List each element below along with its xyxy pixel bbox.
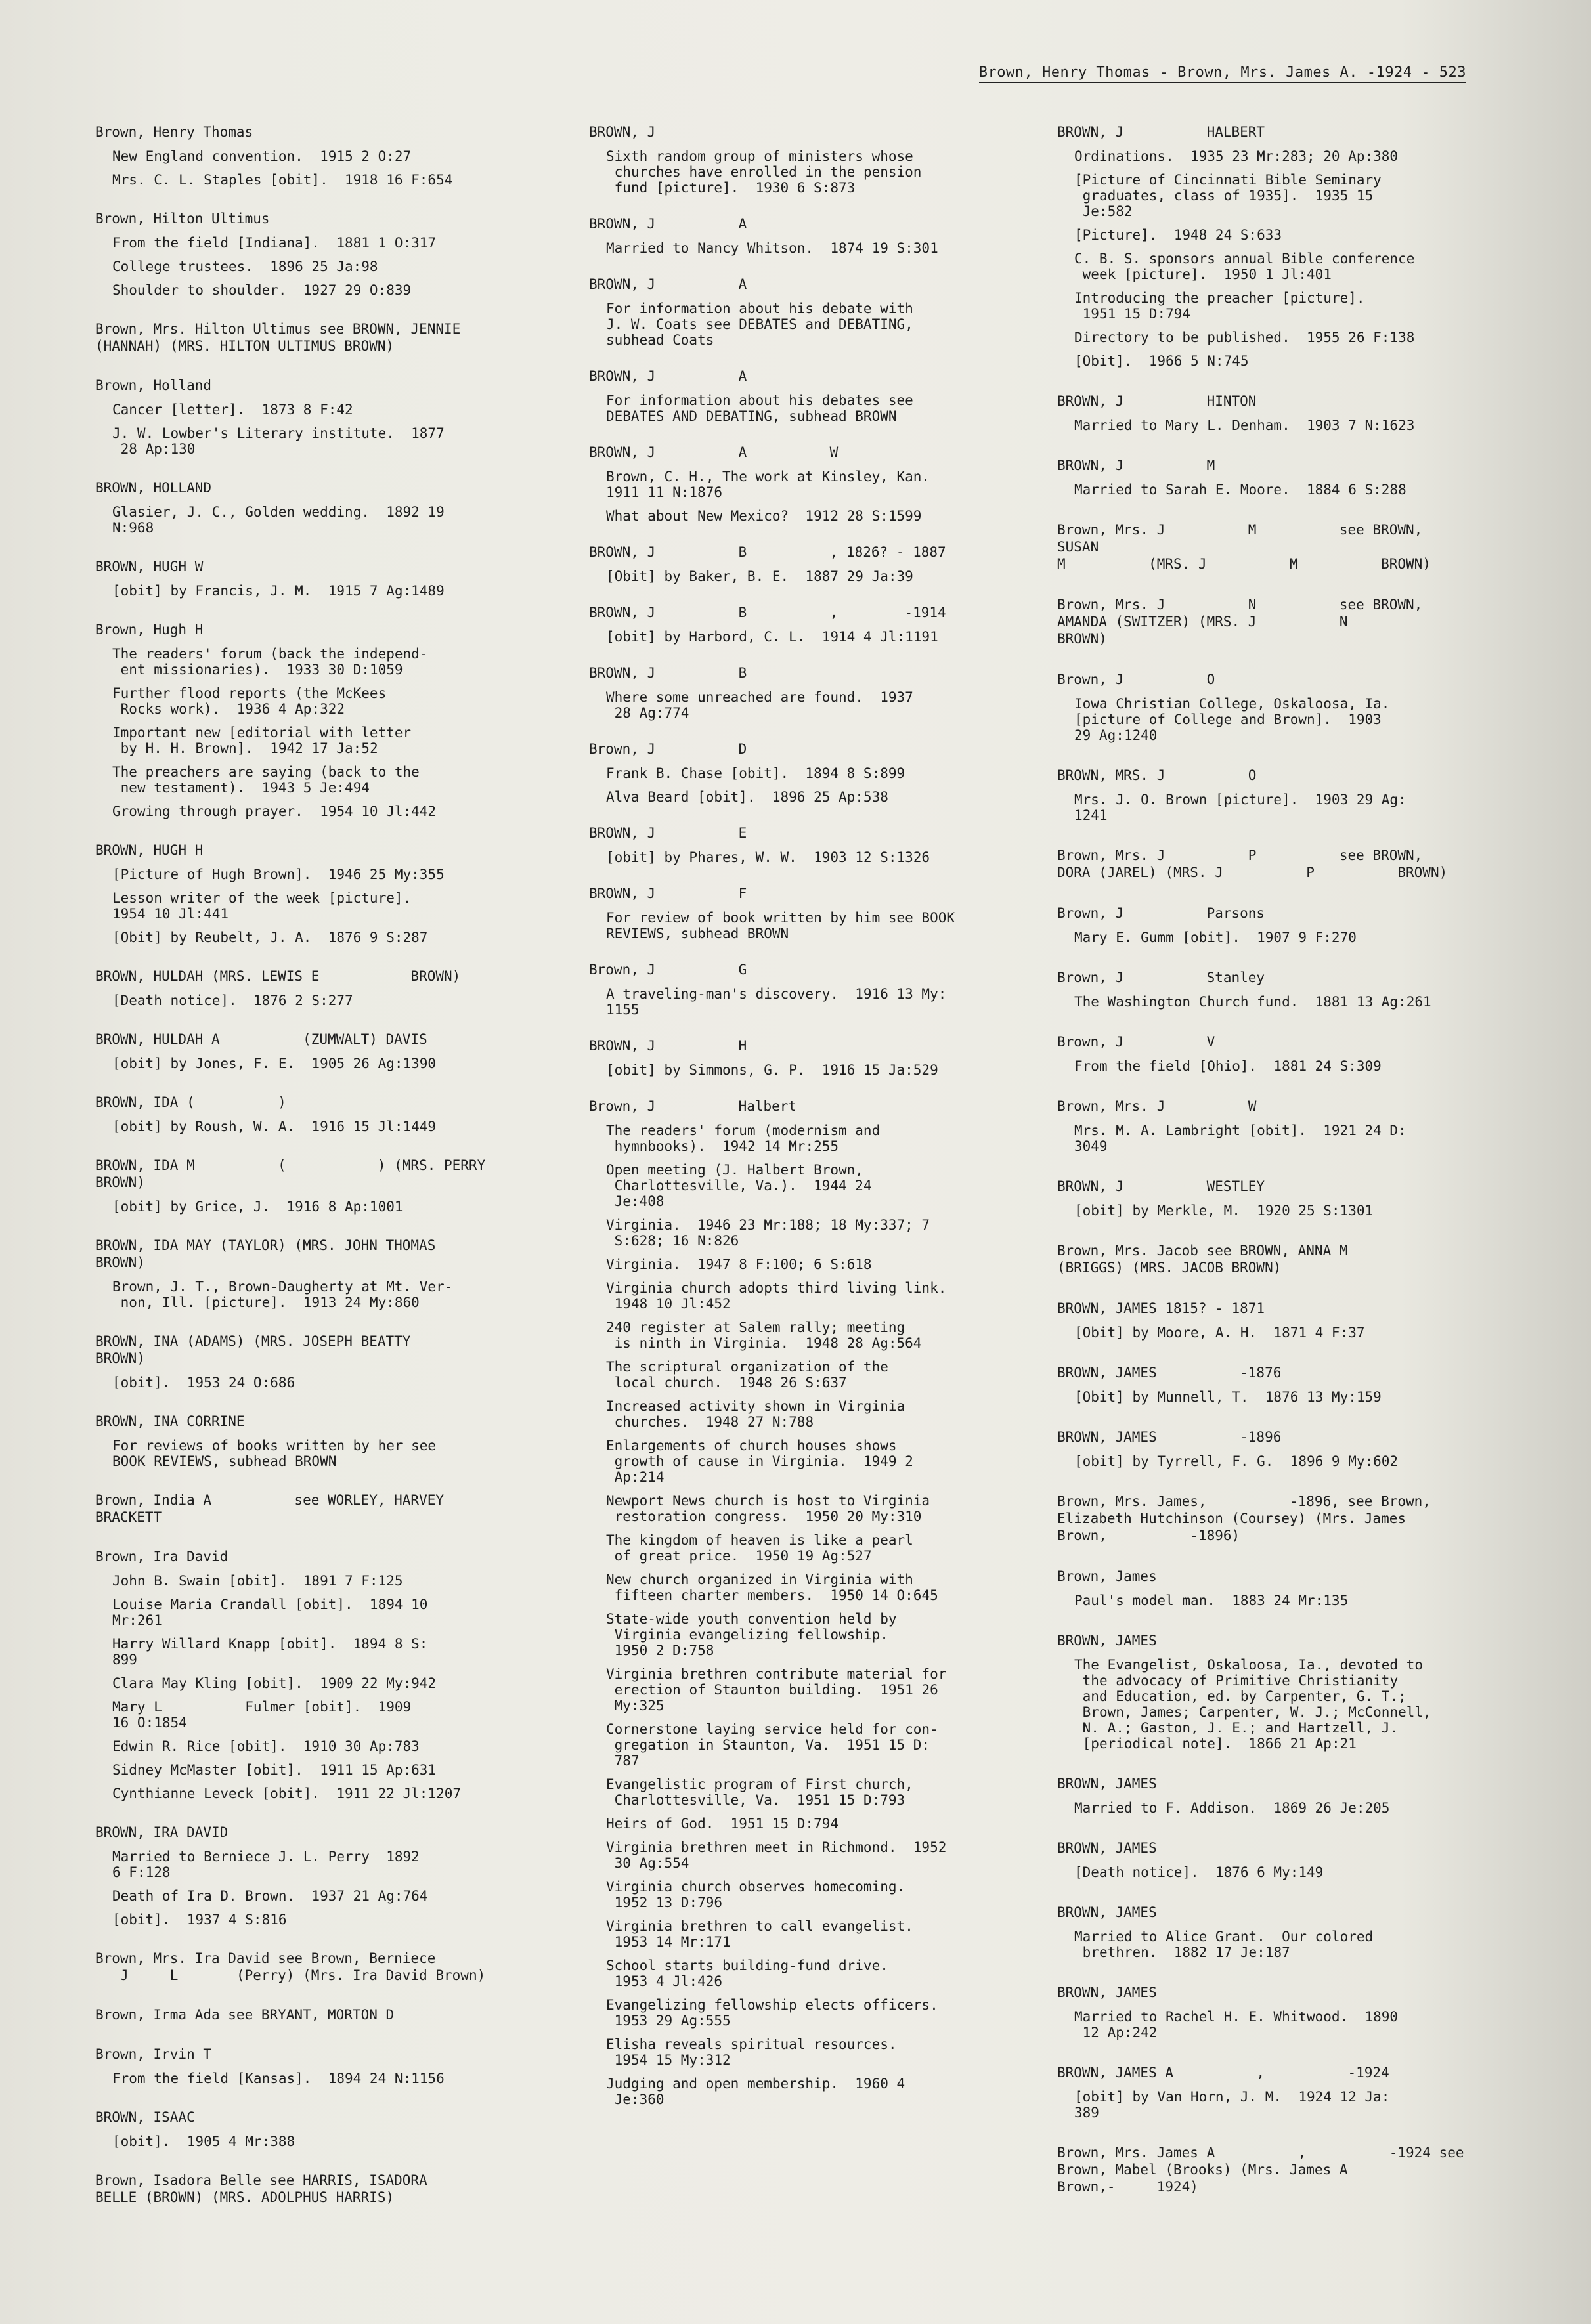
entry-citation: Virginia. 1946 23 Mr:188; 18 My:337; 7 S:628; 16 N:826: [606, 1217, 930, 1249]
entry-heading: BROWN, J: [589, 124, 656, 140]
entry-citation: 240 register at Salem rally; meeting is ninth in Virginia. 1948 28 Ag:564: [606, 1320, 922, 1351]
index-entry: [95, 1333, 555, 1390]
entry-heading: Brown, Irma Ada see BRYANT, MORTON D: [95, 2007, 395, 2023]
index-entry: [95, 1824, 555, 1927]
index-entry: [1057, 1775, 1464, 1816]
entry-citation: College trustees. 1896 25 Ja:98: [112, 259, 378, 274]
entry-heading: Brown, Henry Thomas: [95, 124, 253, 140]
index-entry: [1057, 1364, 1464, 1405]
index-column-2: [589, 123, 1035, 2127]
entry-citation: Virginia church observes homecoming. 1952 13 D:796: [606, 1879, 905, 1910]
index-entry: [95, 123, 555, 188]
entry-citation: [Death notice]. 1876 2 S:277: [112, 993, 353, 1008]
index-entry: [589, 825, 1035, 865]
index-entry: [95, 479, 555, 536]
index-entry: [589, 215, 1035, 256]
entry-heading: BROWN, J A: [589, 216, 747, 232]
index-entry: [589, 276, 1035, 348]
running-head: Brown, Henry Thomas - Brown, Mrs. James A. -1924 - 523: [979, 64, 1466, 83]
index-entry: [589, 1037, 1035, 1078]
entry-citation: [obit] by Merkle, M. 1920 25 S:1301: [1074, 1203, 1374, 1218]
entry-citation: The scriptural organization of the local church. 1948 26 S:637: [606, 1359, 888, 1390]
entry-citation: [obit] by Jones, F. E. 1905 26 Ag:1390: [112, 1056, 437, 1071]
index-entry: [1057, 1493, 1464, 1544]
entry-citation: [obit] by Roush, W. A. 1916 15 Jl:1449: [112, 1119, 437, 1134]
entry-heading: BROWN, J A: [589, 276, 747, 292]
index-entry: [1057, 521, 1464, 572]
index-entry: [589, 961, 1035, 1018]
entry-heading: BROWN, JAMES: [1057, 1776, 1157, 1792]
index-entry: [1057, 1098, 1464, 1154]
entry-heading: BROWN, IDA MAY (TAYLOR) (MRS. JOHN THOMAS BROWN): [95, 1237, 436, 1270]
entry-heading: Brown, Irvin T: [95, 2046, 212, 2062]
entry-citation: [obit] by Tyrrell, F. G. 1896 9 My:602: [1074, 1453, 1399, 1469]
index-entry: [589, 664, 1035, 721]
index-entry: [1057, 1242, 1464, 1276]
entry-citation: Mrs. C. L. Staples [obit]. 1918 16 F:654: [112, 172, 453, 188]
entry-citation: Married to Mary L. Denham. 1903 7 N:1623: [1074, 418, 1415, 433]
entry-citation: Where some unreached are found. 1937 28 Ag:774: [606, 689, 913, 721]
entry-citation: The preachers are saying (back to the new testament). 1943 5 Je:494: [112, 764, 420, 796]
entry-citation: [Obit] by Moore, A. H. 1871 4 F:37: [1074, 1325, 1365, 1341]
entry-citation: Cancer [letter]. 1873 8 F:42: [112, 402, 353, 418]
entry-citation: [obit]. 1905 4 Mr:388: [112, 2134, 295, 2149]
entry-citation: Increased activity shown in Virginia churches. 1948 27 N:788: [606, 1398, 905, 1430]
entry-heading: Brown, Mrs. James A , -1924 see Brown, Mabel (Brooks) (Mrs. James A Brown,- 1924): [1057, 2145, 1464, 2195]
entry-citation: Glasier, J. C., Golden wedding. 1892 19 N:968: [112, 504, 445, 536]
entry-citation: Cornerstone laying service held for con- gregation in Staunton, Va. 1951 15 D: 787: [606, 1721, 938, 1769]
index-entry: [95, 1492, 555, 1526]
index-entry: [589, 885, 1035, 941]
entry-citation: Lesson writer of the week [picture]. 1954 10 Jl:441: [112, 890, 412, 922]
entry-citation: Enlargements of church houses shows growth of cause in Virginia. 1949 2 Ap:214: [606, 1438, 913, 1485]
entry-heading: BROWN, J M: [1057, 458, 1215, 473]
entry-citation: Virginia church adopts third living link. 1948 10 Jl:452: [606, 1280, 947, 1312]
entry-citation: [obit] by Grice, J. 1916 8 Ap:1001: [112, 1199, 403, 1215]
entry-heading: Brown, Mrs. Jacob see BROWN, ANNA M (BRIGGS) (MRS. JACOB BROWN): [1057, 1243, 1348, 1276]
entry-citation: [Picture]. 1948 24 S:633: [1074, 227, 1282, 243]
index-entry: [95, 2172, 555, 2206]
entry-heading: BROWN, J B , -1914: [589, 605, 946, 620]
index-entry: [589, 741, 1035, 805]
entry-citation: Further flood reports (the McKees Rocks work). 1936 4 Ap:322: [112, 685, 387, 717]
index-entry: [1057, 1984, 1464, 2040]
entry-heading: Brown, Mrs. Ira David see Brown, Berniece J L (Perry) (Mrs. Ira David Brown): [95, 1950, 486, 1983]
entry-citation: Brown, J. T., Brown-Daugherty at Mt. Ver- non, Ill. [picture]. 1913 24 My:860: [112, 1279, 453, 1310]
entry-citation: Mrs. M. A. Lambright [obit]. 1921 24 D: 3049: [1074, 1123, 1406, 1154]
entry-citation: Married to F. Addison. 1869 26 Je:205: [1074, 1800, 1390, 1816]
entry-citation: [Death notice]. 1876 6 My:149: [1074, 1864, 1324, 1880]
entry-citation: Married to Sarah E. Moore. 1884 6 S:288: [1074, 482, 1406, 498]
entry-citation: Edwin R. Rice [obit]. 1910 30 Ap:783: [112, 1738, 420, 1754]
index-entry: [95, 968, 555, 1008]
entry-citation: From the field [Indiana]. 1881 1 O:317: [112, 235, 437, 251]
entry-citation: Virginia. 1947 8 F:100; 6 S:618: [606, 1257, 872, 1272]
entry-citation: School starts building-fund drive. 1953 4 Jl:426: [606, 1958, 888, 1989]
entry-citation: [obit]. 1953 24 O:686: [112, 1375, 295, 1390]
index-entry: [589, 444, 1035, 524]
entry-citation: Married to Nancy Whitson. 1874 19 S:301: [606, 240, 938, 256]
entry-heading: BROWN, J H: [589, 1038, 747, 1054]
entry-citation: For information about his debates see DEBATES AND DEBATING, subhead BROWN: [606, 393, 913, 424]
entry-citation: Evangelistic program of First church, Charlottesville, Va. 1951 15 D:793: [606, 1776, 913, 1808]
index-entry: [95, 2046, 555, 2086]
entry-citation: New England convention. 1915 2 O:27: [112, 148, 412, 164]
entry-citation: Married to Berniece J. L. Perry 1892 6 F:128: [112, 1849, 420, 1880]
entry-citation: C. B. S. sponsors annual Bible conference week [picture]. 1950 1 Jl:401: [1074, 251, 1415, 282]
entry-citation: For information about his debate with J. W. Coats see DEBATES and DEBATING, subhead Coats: [606, 301, 913, 348]
entry-citation: [obit]. 1937 4 S:816: [112, 1912, 287, 1927]
entry-heading: Brown, Isadora Belle see HARRIS, ISADORA BELLE (BROWN) (MRS. ADOLPHUS HARRIS): [95, 2172, 427, 2205]
entry-citation: John B. Swain [obit]. 1891 7 F:125: [112, 1573, 403, 1589]
entry-heading: Brown, J Parsons: [1057, 905, 1265, 921]
entry-citation: [obit] by Francis, J. M. 1915 7 Ag:1489: [112, 583, 445, 599]
entry-heading: BROWN, HULDAH (MRS. LEWIS E BROWN): [95, 968, 461, 984]
entry-citation: Paul's model man. 1883 24 Mr:135: [1074, 1593, 1349, 1608]
entry-heading: BROWN, HUGH H: [95, 842, 204, 858]
entry-citation: [Picture of Cincinnati Bible Seminary graduates, class of 1935]. 1935 15 Je:582: [1074, 172, 1382, 219]
index-entry: [95, 1413, 555, 1469]
entry-heading: BROWN, MRS. J O: [1057, 767, 1257, 783]
entry-citation: Mrs. J. O. Brown [picture]. 1903 29 Ag: 1241: [1074, 792, 1406, 823]
entry-citation: Brown, C. H., The work at Kinsley, Kan. 1911 11 N:1876: [606, 469, 930, 500]
entry-heading: Brown, James: [1057, 1568, 1157, 1584]
entry-citation: J. W. Lowber's Literary institute. 1877 28 Ap:130: [112, 425, 445, 457]
entry-citation: Directory to be published. 1955 26 F:138: [1074, 330, 1415, 345]
entry-citation: [obit] by Harbord, C. L. 1914 4 Jl:1191: [606, 629, 938, 645]
entry-heading: Brown, Mrs. J M see BROWN, SUSAN M (MRS. J M BROWN): [1057, 522, 1431, 572]
index-entry: [95, 1950, 555, 1984]
entry-heading: BROWN, IDA M ( ) (MRS. PERRY BROWN): [95, 1157, 486, 1190]
entry-citation: Introducing the preacher [picture]. 1951 15 D:794: [1074, 290, 1365, 322]
entry-citation: Virginia brethren meet in Richmond. 1952 30 Ag:554: [606, 1840, 947, 1871]
entry-heading: Brown, India A see WORLEY, HARVEY BRACKETT: [95, 1492, 445, 1525]
entry-citation: Evangelizing fellowship elects officers. 1953 29 Ag:555: [606, 1997, 938, 2029]
entry-heading: BROWN, INA CORRINE: [95, 1413, 245, 1429]
index-entry: [1057, 969, 1464, 1010]
index-entry: [1057, 767, 1464, 823]
index-entry: [589, 544, 1035, 584]
entry-heading: BROWN, J F: [589, 886, 747, 901]
index-entry: [589, 604, 1035, 645]
entry-heading: BROWN, JAMES -1896: [1057, 1429, 1282, 1445]
index-column-3: [1057, 123, 1464, 2219]
entry-citation: What about New Mexico? 1912 28 S:1599: [606, 508, 922, 524]
entry-citation: Clara May Kling [obit]. 1909 22 My:942: [112, 1675, 437, 1691]
index-entry: [95, 842, 555, 945]
entry-citation: For review of book written by him see BOOK REVIEWS, subhead BROWN: [606, 910, 955, 941]
entry-heading: BROWN, J B: [589, 665, 747, 681]
index-entry: [1057, 1840, 1464, 1880]
entry-citation: [Obit] by Reubelt, J. A. 1876 9 S:287: [112, 930, 428, 945]
entry-citation: From the field [Ohio]. 1881 24 S:309: [1074, 1058, 1382, 1074]
entry-citation: Cynthianne Leveck [obit]. 1911 22 Jl:1207: [112, 1786, 462, 1801]
index-entry: [95, 1031, 555, 1071]
index-entry: [1057, 847, 1464, 881]
entry-heading: Brown, J G: [589, 962, 747, 978]
entry-citation: Harry Willard Knapp [obit]. 1894 8 S: 899: [112, 1636, 428, 1668]
entry-citation: Iowa Christian College, Oskaloosa, Ia. [picture of College and Brown]. 1903 29 Ag:1240: [1074, 696, 1390, 743]
entry-heading: Brown, Mrs. Hilton Ultimus see BROWN, JENNIE (HANNAH) (MRS. HILTON ULTIMUS BROWN): [95, 321, 461, 354]
entry-citation: Virginia brethren contribute material for erection of Staunton building. 1951 26 My:325: [606, 1666, 947, 1713]
index-entry: [95, 2109, 555, 2149]
index-entry: [1057, 671, 1464, 743]
entry-heading: BROWN, J WESTLEY: [1057, 1178, 1265, 1194]
index-entry: [95, 377, 555, 457]
entry-citation: The readers' forum (modernism and hymnbooks). 1942 14 Mr:255: [606, 1123, 881, 1154]
entry-citation: [obit] by Phares, W. W. 1903 12 S:1326: [606, 850, 930, 865]
entry-heading: Brown, J Halbert: [589, 1098, 797, 1114]
entry-heading: BROWN, HOLLAND: [95, 480, 212, 496]
entry-heading: BROWN, J A W: [589, 444, 839, 460]
entry-citation: Important new [editorial with letter by H. H. Brown]. 1942 17 Ja:52: [112, 725, 412, 756]
entry-heading: Brown, J D: [589, 741, 747, 757]
entry-heading: Brown, Ira David: [95, 1549, 229, 1564]
entry-citation: Louise Maria Crandall [obit]. 1894 10 Mr:261: [112, 1597, 428, 1628]
entry-heading: BROWN, JAMES 1815? - 1871: [1057, 1301, 1265, 1316]
entry-citation: Married to Rachel H. E. Whitwood. 1890 12 Ap:242: [1074, 2009, 1399, 2040]
entry-heading: Brown, Mrs. J W: [1057, 1098, 1257, 1114]
entry-citation: For reviews of books written by her see BOOK REVIEWS, subhead BROWN: [112, 1438, 437, 1469]
entry-citation: Alva Beard [obit]. 1896 25 Ap:538: [606, 789, 888, 805]
entry-citation: Heirs of God. 1951 15 D:794: [606, 1816, 839, 1832]
index-entry: [1057, 2064, 1464, 2120]
entry-heading: BROWN, J B , 1826? - 1887: [589, 544, 946, 560]
index-entry: [1057, 1568, 1464, 1608]
index-entry: [95, 621, 555, 819]
entry-citation: State-wide youth convention held by Virginia evangelizing fellowship. 1950 2 D:758: [606, 1611, 897, 1658]
index-entry: [1057, 393, 1464, 433]
entry-heading: BROWN, J HINTON: [1057, 393, 1257, 409]
entry-citation: [Obit] by Munnell, T. 1876 13 My:159: [1074, 1389, 1382, 1405]
index-entry: [1057, 1632, 1464, 1752]
index-entry: [1057, 457, 1464, 498]
entry-heading: BROWN, JAMES: [1057, 1633, 1157, 1648]
entry-heading: Brown, J Stanley: [1057, 970, 1265, 985]
index-entry: [589, 1098, 1035, 2107]
entry-citation: Open meeting (J. Halbert Brown, Charlottesville, Va.). 1944 24 Je:408: [606, 1162, 872, 1209]
entry-citation: New church organized in Virginia with fifteen charter members. 1950 14 O:645: [606, 1572, 938, 1603]
entry-citation: Death of Ira D. Brown. 1937 21 Ag:764: [112, 1888, 428, 1904]
entry-heading: BROWN, JAMES A , -1924: [1057, 2065, 1389, 2080]
entry-heading: BROWN, IDA ( ): [95, 1094, 286, 1110]
entry-citation: The Evangelist, Oskaloosa, Ia., devoted to the advocacy of Primitive Christianity and Education, ed. by Carpenter, G. T.; Brown, James; Carpenter, W. J.; McConnell, N. A.; Gaston, J. E.; and Hartzell, J. [periodical note]. 1866 21 Ap:21: [1074, 1657, 1431, 1752]
index-entry: [95, 1548, 555, 1801]
entry-citation: Married to Alice Grant. Our colored brethren. 1882 17 Je:187: [1074, 1929, 1374, 1960]
index-entry: [95, 1094, 555, 1134]
entry-citation: [obit] by Simmons, G. P. 1916 15 Ja:529: [606, 1062, 938, 1078]
entry-citation: Growing through prayer. 1954 10 Jl:442: [112, 804, 437, 819]
entry-citation: The Washington Church fund. 1881 13 Ag:261: [1074, 994, 1431, 1010]
entry-heading: BROWN, HULDAH A (ZUMWALT) DAVIS: [95, 1031, 427, 1047]
index-entry: [1057, 2144, 1464, 2195]
index-entry: [1057, 1904, 1464, 1960]
index-entry: [95, 1237, 555, 1310]
entry-heading: Brown, Mrs. J P see BROWN, DORA (JAREL) (MRS. J P BROWN): [1057, 848, 1448, 880]
entry-heading: Brown, Hugh H: [95, 622, 204, 637]
entry-citation: Mary E. Gumm [obit]. 1907 9 F:270: [1074, 930, 1357, 945]
entry-citation: Sixth random group of ministers whose churches have enrolled in the pension fund [picture]. 1930 6 S:873: [606, 148, 922, 196]
index-entry: [1057, 1429, 1464, 1469]
entry-citation: Sidney McMaster [obit]. 1911 15 Ap:631: [112, 1762, 437, 1778]
entry-heading: Brown, J V: [1057, 1034, 1215, 1050]
entry-citation: [obit] by Van Horn, J. M. 1924 12 Ja: 389: [1074, 2089, 1390, 2120]
entry-citation: Shoulder to shoulder. 1927 29 O:839: [112, 282, 412, 298]
index-entry: [1057, 905, 1464, 945]
entry-heading: BROWN, J HALBERT: [1057, 124, 1265, 140]
entry-citation: A traveling-man's discovery. 1916 13 My: 1155: [606, 986, 947, 1018]
entry-heading: BROWN, ISAAC: [95, 2109, 195, 2125]
entry-heading: Brown, Hilton Ultimus: [95, 211, 270, 226]
entry-citation: [Picture of Hugh Brown]. 1946 25 My:355: [112, 867, 445, 882]
entry-heading: BROWN, IRA DAVID: [95, 1824, 229, 1840]
entry-citation: Newport News church is host to Virginia restoration congress. 1950 20 My:310: [606, 1493, 930, 1524]
index-entry: [1057, 123, 1464, 369]
entry-heading: Brown, J O: [1057, 672, 1215, 687]
entry-heading: BROWN, JAMES -1876: [1057, 1365, 1282, 1381]
entry-citation: Frank B. Chase [obit]. 1894 8 S:899: [606, 765, 905, 781]
entry-heading: BROWN, INA (ADAMS) (MRS. JOSEPH BEATTY BROWN): [95, 1333, 411, 1366]
entry-citation: The kingdom of heaven is like a pearl of great price. 1950 19 Ag:527: [606, 1532, 913, 1564]
entry-citation: Mary L Fulmer [obit]. 1909 16 O:1854: [112, 1699, 412, 1731]
entry-heading: BROWN, J A: [589, 368, 747, 384]
entry-heading: Brown, Mrs. James, -1896, see Brown, Elizabeth Hutchinson (Coursey) (Mrs. James Brown, -1896): [1057, 1494, 1431, 1543]
index-entry: [1057, 1300, 1464, 1341]
entry-heading: BROWN, JAMES: [1057, 1985, 1157, 2000]
entry-heading: BROWN, JAMES: [1057, 1840, 1157, 1856]
index-entry: [589, 368, 1035, 424]
entry-citation: Judging and open membership. 1960 4 Je:360: [606, 2076, 905, 2107]
index-entry: [1057, 1178, 1464, 1218]
entry-citation: Ordinations. 1935 23 Mr:283; 20 Ap:380: [1074, 148, 1399, 164]
entry-heading: Brown, Holland: [95, 377, 212, 393]
entry-heading: Brown, Mrs. J N see BROWN, AMANDA (SWITZER) (MRS. J N BROWN): [1057, 597, 1423, 647]
index-entry: [1057, 596, 1464, 647]
entry-heading: BROWN, HUGH W: [95, 559, 204, 574]
index-column-1: [95, 123, 555, 2228]
entry-citation: Elisha reveals spiritual resources. 1954 15 My:312: [606, 2036, 897, 2068]
index-entry: [95, 2006, 555, 2023]
entry-citation: Virginia brethren to call evangelist. 1953 14 Mr:171: [606, 1918, 913, 1950]
entry-citation: The readers' forum (back the independ- ent missionaries). 1933 30 D:1059: [112, 646, 428, 678]
index-entry: [95, 210, 555, 298]
entry-citation: [Obit]. 1966 5 N:745: [1074, 353, 1249, 369]
index-entry: [95, 320, 555, 355]
index-entry: [95, 558, 555, 599]
index-entry: [589, 123, 1035, 196]
index-entry: [95, 1157, 555, 1215]
entry-citation: From the field [Kansas]. 1894 24 N:1156: [112, 2071, 445, 2086]
index-entry: [1057, 1033, 1464, 1074]
entry-heading: BROWN, JAMES: [1057, 1904, 1157, 1920]
entry-citation: [Obit] by Baker, B. E. 1887 29 Ja:39: [606, 569, 913, 584]
entry-heading: BROWN, J E: [589, 825, 747, 841]
